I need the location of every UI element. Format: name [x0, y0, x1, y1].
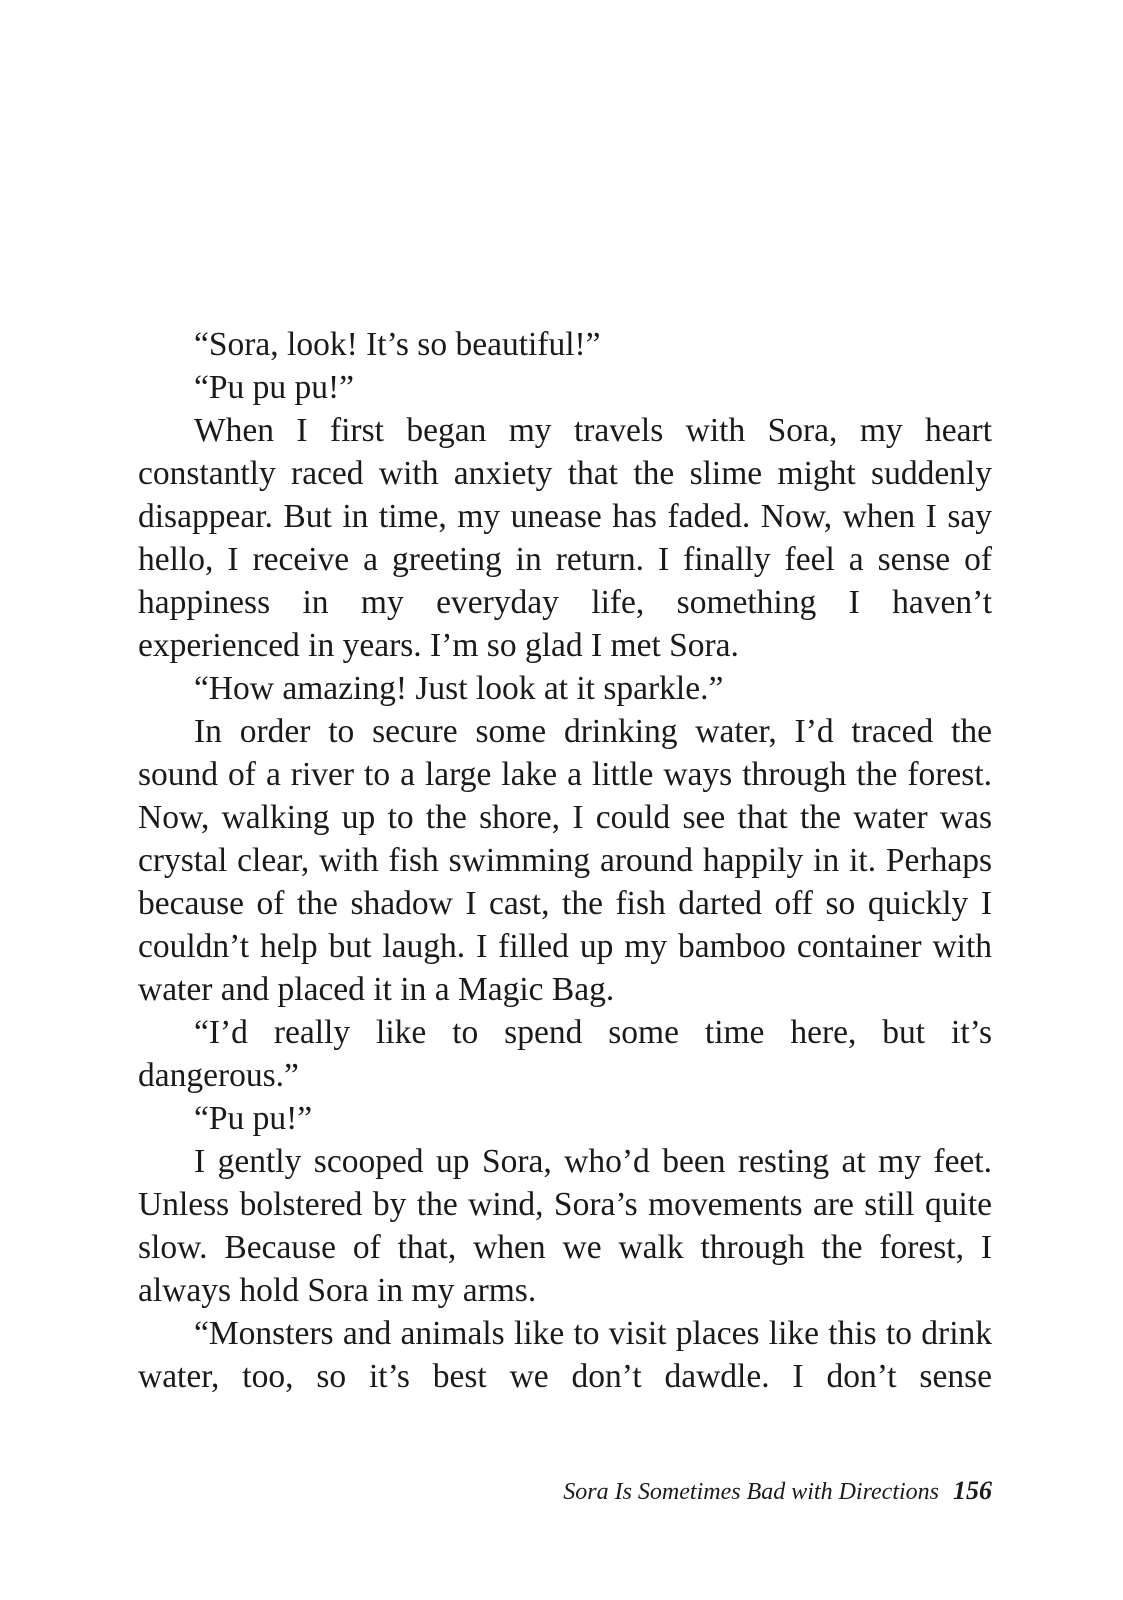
paragraph: When I first began my travels with Sora, my heart constantly raced with anxiety that the slime might suddenly disappear. But in time, my unease has faded. Now, when I say hello, I receive a greeting in return. I finally feel a sense of happiness in my everyday life, something I haven’t experienced in years. I’m so glad I met Sora. [138, 412, 992, 664]
paragraph: “How amazing! Just look at it sparkle.” [194, 670, 724, 707]
paragraph: I gently scooped up Sora, who’d been resting at my feet. Unless bolstered by the wind, Sora’s movements are still quite slow. Because of that, when we walk through the forest, I always hold Sora in my arms. [138, 1143, 992, 1309]
paragraph: “I’d really like to spend some time here, but it’s dangerous.” [138, 1014, 992, 1094]
body-text [138, 323, 992, 1398]
running-head: Sora Is Sometimes Bad with Directions [563, 1479, 939, 1505]
page-number: 156 [953, 1476, 992, 1505]
paragraph-continued: “Monsters and animals like to visit places like this to drink water, too, so it’s best we don’t dawdle. I don’t sense [138, 1315, 992, 1395]
paragraph: In order to secure some drinking water, I’d traced the sound of a river to a large lake a little ways through the forest. Now, walking up to the shore, I could see that the water was crystal clear, with fish swimming around happily in it. Perhaps because of the shadow I cast, the fish darted off so quickly I couldn’t help but laugh. I filled up my bamboo container with water and placed it in a Magic Bag. [138, 713, 992, 1008]
paragraph: “Sora, look! It’s so beautiful!” [194, 326, 601, 363]
paragraph: “Pu pu pu!” [194, 369, 355, 406]
page-footer [563, 1476, 992, 1506]
paragraph: “Pu pu!” [194, 1100, 313, 1137]
